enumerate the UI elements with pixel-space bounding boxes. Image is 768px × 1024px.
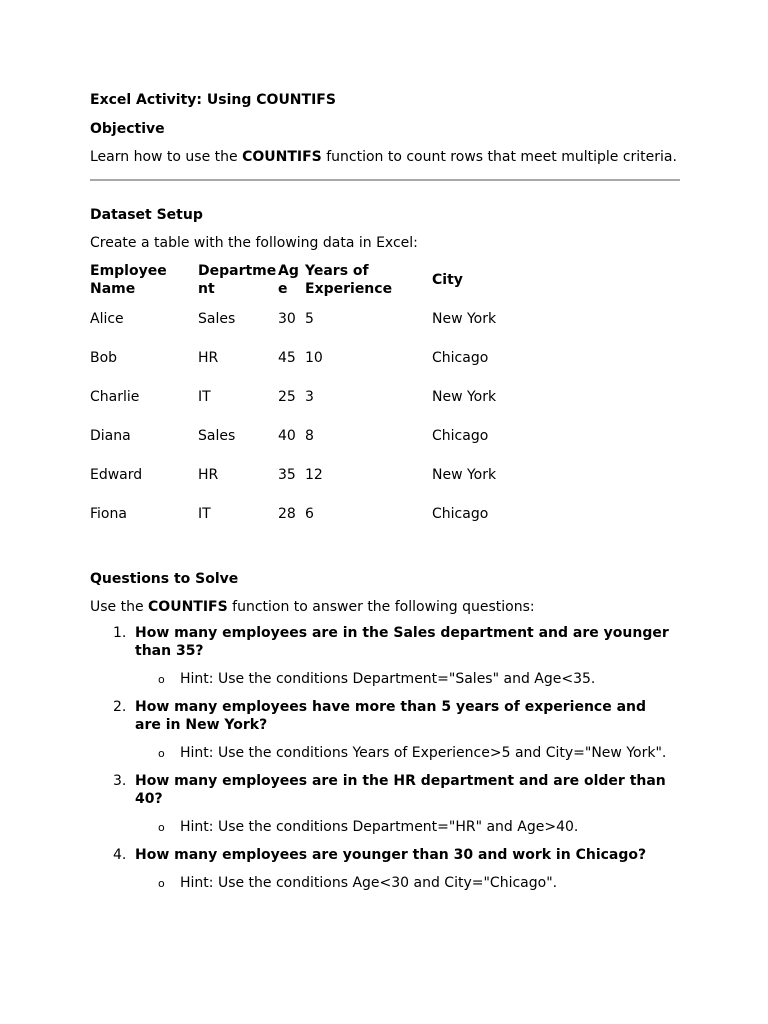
table-row xyxy=(90,377,512,416)
table-cell: IT xyxy=(198,388,211,405)
document-title: Excel Activity: Using COUNTIFS xyxy=(90,92,336,108)
table-header-row xyxy=(90,261,512,299)
table-cell: Chicago xyxy=(432,505,489,522)
question-text: How many employees are in the HR department and are older than 40? xyxy=(135,773,666,807)
question-number: 3. xyxy=(113,773,127,789)
table-cell: 8 xyxy=(305,427,314,444)
table-cell: HR xyxy=(198,349,219,366)
hint-item xyxy=(158,874,680,902)
hint-item xyxy=(158,670,680,698)
hint-item xyxy=(158,818,680,846)
table-cell: 35 xyxy=(278,466,296,483)
dataset-intro: Create a table with the following data in Excel: xyxy=(90,235,418,251)
question-number: 2. xyxy=(113,699,127,715)
table-cell: Chicago xyxy=(432,427,489,444)
question-item xyxy=(113,698,680,772)
hint-bullet: o xyxy=(158,747,165,760)
table-cell: 45 xyxy=(278,349,296,366)
column-header: Years of Experience xyxy=(305,263,393,297)
table-cell: 5 xyxy=(305,310,314,327)
objective-text-before: Learn how to use the xyxy=(90,149,243,165)
questions-list xyxy=(90,624,680,902)
dataset-heading: Dataset Setup xyxy=(90,207,203,223)
table-cell: 30 xyxy=(278,310,296,327)
table-cell: Alice xyxy=(90,310,124,327)
table-cell: Fiona xyxy=(90,505,127,522)
questions-intro-after: function to answer the following questions: xyxy=(227,599,535,615)
employee-table xyxy=(90,261,512,533)
objective-text xyxy=(90,147,680,167)
table-cell: 40 xyxy=(278,427,296,444)
table-cell: New York xyxy=(432,388,497,405)
objective-text-bold: COUNTIFS xyxy=(242,149,322,165)
table-cell: Sales xyxy=(198,310,236,327)
table-cell: 6 xyxy=(305,505,314,522)
table-cell: 3 xyxy=(305,388,314,405)
table-cell: IT xyxy=(198,505,211,522)
horizontal-divider xyxy=(90,179,680,181)
hint-text: Hint: Use the conditions Age<30 and City="Chicago". xyxy=(180,875,558,891)
table-cell: New York xyxy=(432,310,497,327)
questions-intro-before: Use the xyxy=(90,599,149,615)
table-row xyxy=(90,416,512,455)
column-header: Department xyxy=(198,263,277,297)
hint-text: Hint: Use the conditions Department="HR" and Age>40. xyxy=(180,819,579,835)
table-cell: Charlie xyxy=(90,388,140,405)
table-cell: New York xyxy=(432,466,497,483)
table-row xyxy=(90,494,512,533)
column-header: Age xyxy=(278,263,299,297)
table-row xyxy=(90,338,512,377)
table-cell: 12 xyxy=(305,466,323,483)
question-item xyxy=(113,624,680,698)
table-cell: Diana xyxy=(90,427,131,444)
table-row xyxy=(90,455,512,494)
questions-heading: Questions to Solve xyxy=(90,571,239,587)
hint-bullet: o xyxy=(158,673,165,686)
question-item xyxy=(113,846,680,902)
table-cell: 28 xyxy=(278,505,296,522)
hint-text: Hint: Use the conditions Years of Experience>5 and City="New York". xyxy=(180,745,667,761)
table-cell: HR xyxy=(198,466,219,483)
hint-text: Hint: Use the conditions Department="Sales" and Age<35. xyxy=(180,671,596,687)
question-item xyxy=(113,772,680,846)
questions-intro xyxy=(90,597,680,617)
table-row xyxy=(90,299,512,338)
table-cell: Sales xyxy=(198,427,236,444)
table-cell: Bob xyxy=(90,349,118,366)
question-number: 1. xyxy=(113,625,127,641)
table-cell: Chicago xyxy=(432,349,489,366)
table-cell: 10 xyxy=(305,349,323,366)
table-cell: Edward xyxy=(90,466,143,483)
question-number: 4. xyxy=(113,847,127,863)
question-text: How many employees are younger than 30 and work in Chicago? xyxy=(135,847,647,863)
objective-text-after: function to count rows that meet multiple criteria. xyxy=(321,149,677,165)
hint-item xyxy=(158,744,680,772)
objective-heading: Objective xyxy=(90,121,165,137)
hint-bullet: o xyxy=(158,877,165,890)
questions-intro-bold: COUNTIFS xyxy=(148,599,228,615)
hint-bullet: o xyxy=(158,821,165,834)
question-text: How many employees are in the Sales department and are younger than 35? xyxy=(135,625,669,659)
column-header: City xyxy=(432,272,463,288)
table-cell: 25 xyxy=(278,388,296,405)
column-header: Employee Name xyxy=(90,263,167,297)
question-text: How many employees have more than 5 years of experience and are in New York? xyxy=(135,699,647,733)
document-page xyxy=(90,90,680,902)
